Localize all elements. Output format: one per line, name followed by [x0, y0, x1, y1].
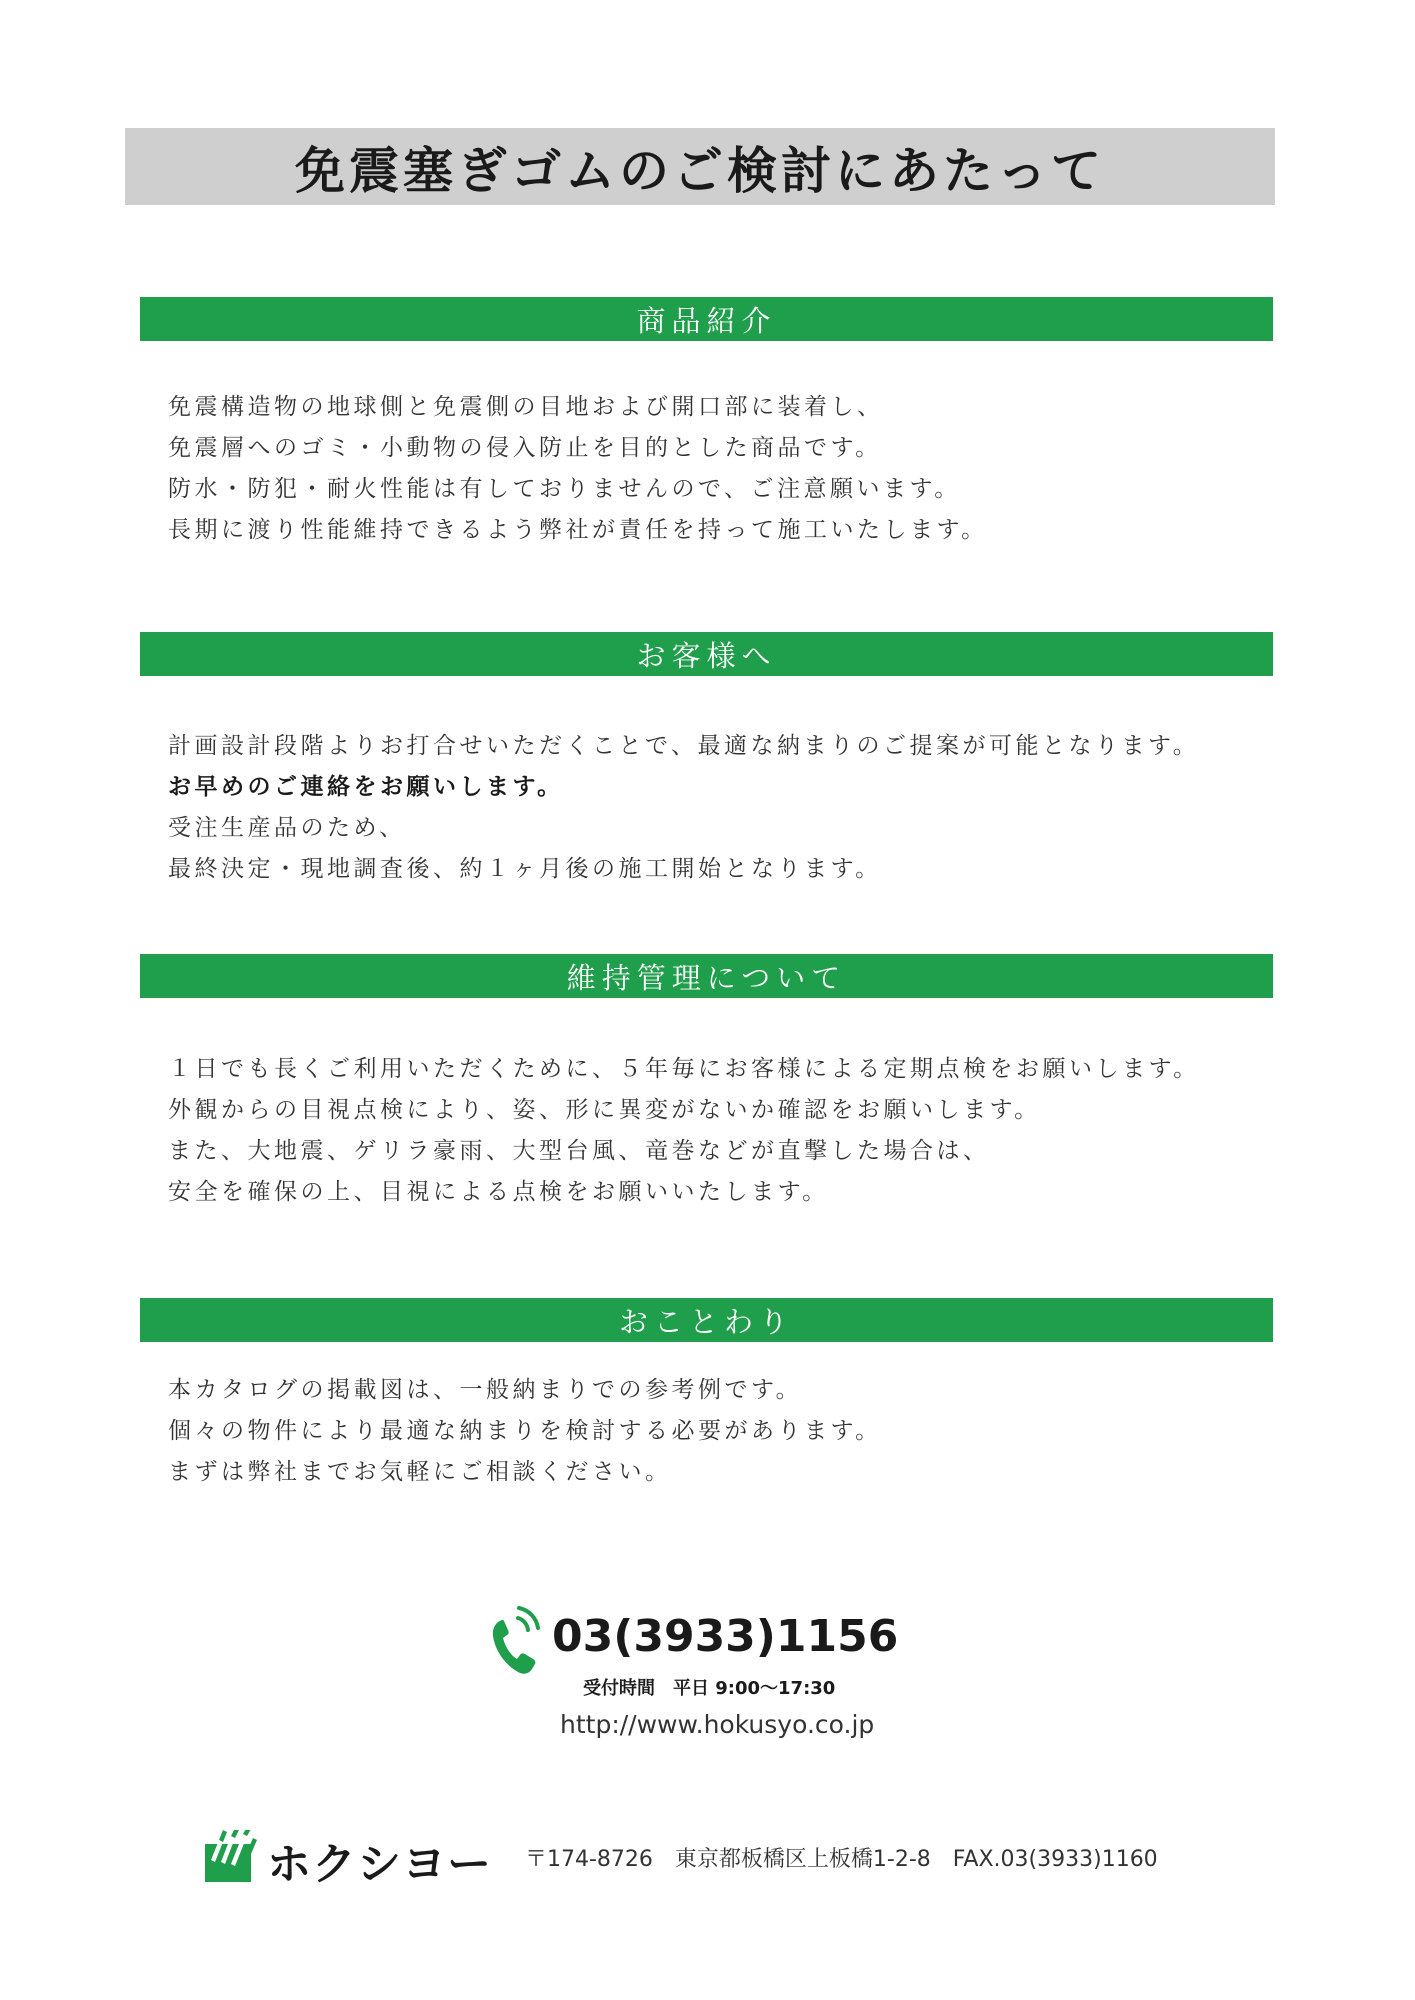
body-line: また、大地震、ゲリラ豪雨、大型台風、竜巻などが直撃した場合は、 [168, 1138, 990, 1164]
website-link[interactable]: http://www.hokusyo.co.jp [560, 1710, 875, 1739]
body-line: 免震構造物の地球側と免震側の目地および開口部に装着し、 [168, 394, 884, 420]
body-line: まずは弊社までお気軽にご相談ください。 [168, 1459, 672, 1485]
phone-icon [488, 1598, 544, 1678]
body-line: 防水・防犯・耐火性能は有しておりませんので、ご注意願います。 [168, 476, 961, 502]
section-header-product-intro [140, 297, 1273, 341]
hours-value: 平日 9:00～17:30 [673, 1678, 836, 1699]
hokusyo-logo-mark [205, 1830, 263, 1882]
hours-label: 受付時間 [583, 1678, 655, 1699]
section-body-product-intro [168, 387, 1268, 551]
section-heading: 維持管理について [566, 960, 847, 995]
body-line: 個々の物件により最適な納まりを検討する必要があります。 [168, 1418, 882, 1444]
postal-code: 〒174-8726 [525, 1847, 653, 1872]
title-bar [125, 128, 1275, 205]
body-line: 計画設計段階よりお打合せいただくことで、最適な納まりのご提案が可能となります。 [168, 733, 1200, 759]
business-hours [583, 1674, 853, 1700]
section-header-to-customers [140, 632, 1273, 676]
section-heading: おことわり [618, 1304, 794, 1339]
section-body-maintenance [168, 1049, 1268, 1213]
body-line: 安全を確保の上、目視による点検をお願いいたします。 [168, 1179, 829, 1205]
street-address: 東京都板橋区上板橋1-2-8 [674, 1847, 931, 1872]
body-line: 最終決定・現地調査後、約１ヶ月後の施工開始となります。 [168, 856, 882, 882]
body-line: 本カタログの掲載図は、一般納まりでの参考例です。 [168, 1377, 803, 1403]
phone-number[interactable]: 03(3933)1156 [552, 1610, 899, 1662]
phone-row [488, 1598, 898, 1678]
body-line: 免震層へのゴミ・小動物の侵入防止を目的とした商品です。 [168, 435, 882, 461]
company-address [525, 1842, 1180, 1873]
section-heading: お客様へ [636, 638, 777, 673]
section-body-to-customers [168, 726, 1268, 890]
page-title: 免震塞ぎゴムのご検討にあたって [295, 141, 1105, 200]
section-body-disclaimer [168, 1370, 1268, 1493]
fax-number: FAX.03(3933)1160 [952, 1847, 1158, 1872]
company-logo-text: ホクシヨー [267, 1839, 492, 1890]
section-heading: 商品紹介 [636, 303, 777, 338]
section-header-maintenance [140, 954, 1273, 998]
body-line: 外観からの目視点検により、姿、形に異変がないか確認をお願いします。 [168, 1097, 1041, 1123]
body-line: １日でも長くご利用いただくために、５年毎にお客様による定期点検をお願いします。 [168, 1056, 1200, 1082]
footer [205, 1826, 1305, 1890]
body-line: 長期に渡り性能維持できるよう弊社が責任を持って施工いたします。 [168, 517, 988, 543]
section-header-disclaimer [140, 1298, 1273, 1342]
body-line-emphasis: お早めのご連絡をお願いします。 [168, 774, 564, 800]
body-line: 受注生産品のため、 [168, 815, 406, 841]
